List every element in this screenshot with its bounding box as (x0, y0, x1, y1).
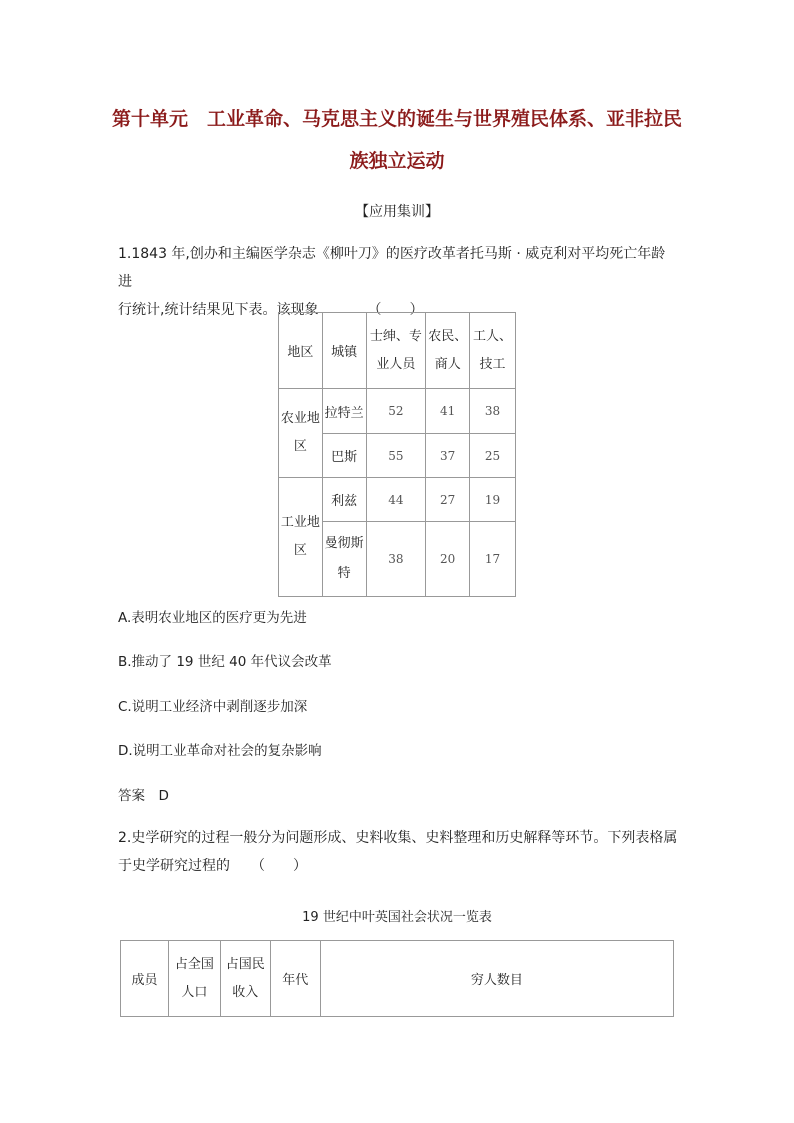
value-cell: 38 (366, 522, 426, 597)
value-cell: 52 (366, 389, 426, 434)
value-cell: 27 (426, 478, 470, 522)
region-agricultural: 农业地区 (279, 389, 323, 478)
header-member: 成员 (121, 941, 169, 1017)
header-gentry: 士绅、专业人员 (366, 313, 426, 389)
value-cell: 17 (470, 522, 516, 597)
unit-title-line2: 族独立运动 (349, 150, 445, 172)
social-status-table (120, 940, 674, 1017)
header-workers: 工人、技工 (470, 313, 516, 389)
value-cell: 44 (366, 478, 426, 522)
header-region: 地区 (279, 313, 323, 389)
header-era: 年代 (270, 941, 320, 1017)
header-population: 占全国人口 (168, 941, 220, 1017)
option-c: C.说明工业经济中剥削逐步加深 (118, 699, 308, 715)
value-cell: 41 (426, 389, 470, 434)
answer: 答案 D (118, 788, 169, 804)
value-cell: 55 (366, 434, 426, 478)
question-2-line2: 于史学研究过程的 （ ） (118, 858, 307, 874)
value-cell: 19 (470, 478, 516, 522)
table-row (279, 478, 516, 522)
option-a: A.表明农业地区的医疗更为先进 (118, 610, 307, 626)
town-cell: 曼彻斯特 (322, 522, 366, 597)
death-age-table (278, 312, 516, 597)
value-cell: 25 (470, 434, 516, 478)
unit-title-line1: 第十单元 工业革命、马克思主义的诞生与世界殖民体系、亚非拉民 (111, 108, 682, 130)
question-2 (118, 824, 678, 880)
option-b: B.推动了 19 世纪 40 年代议会改革 (118, 654, 332, 670)
value-cell: 38 (470, 389, 516, 434)
question-1-line2: 行统计,统计结果见下表。该现象 （ ） (118, 302, 424, 318)
town-cell: 利兹 (322, 478, 366, 522)
town-cell: 拉特兰 (322, 389, 366, 434)
option-d: D.说明工业革命对社会的复杂影响 (118, 743, 322, 759)
region-industrial: 工业地区 (279, 478, 323, 597)
value-cell: 37 (426, 434, 470, 478)
value-cell: 20 (426, 522, 470, 597)
header-poor-count: 穷人数目 (320, 941, 673, 1017)
table-row (279, 389, 516, 434)
header-farmers: 农民、商人 (426, 313, 470, 389)
question-2-line1: 2.史学研究的过程一般分为问题形成、史料收集、史料整理和历史解释等环节。下列表格属 (118, 830, 678, 846)
town-cell: 巴斯 (322, 434, 366, 478)
header-income: 占国民收入 (220, 941, 270, 1017)
question-1-line1: 1.1843 年,创办和主编医学杂志《柳叶刀》的医疗改革者托马斯 · 威克利对平均死亡年龄进 (118, 246, 666, 290)
header-town: 城镇 (322, 313, 366, 389)
section-heading: 【应用集训】 (355, 204, 439, 220)
table-caption: 19 世纪中叶英国社会状况一览表 (302, 910, 492, 925)
